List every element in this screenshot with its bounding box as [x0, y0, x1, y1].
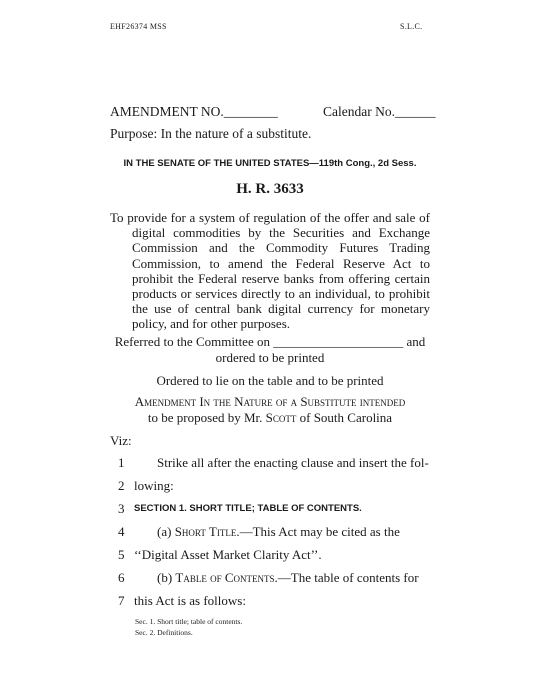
ains-line-1: Amendment In the Nature of a Substitute intended — [134, 394, 406, 409]
document-id: EHF26374 MSS — [110, 22, 167, 31]
section-heading: SECTION 1. SHORT TITLE; TABLE OF CONTENTS. — [134, 503, 362, 514]
line-text: Strike all after the enacting clause and insert the fol- — [157, 455, 429, 470]
ains-line-2: to be proposed by Mr. Scott of South Carolina — [147, 409, 393, 425]
referred-block — [0, 334, 540, 365]
amendment-nature-block — [0, 394, 540, 425]
toc-entry: Sec. 1. Short title; table of contents. — [135, 617, 243, 626]
line-number: 2 — [118, 478, 125, 493]
ordered-to-lie: Ordered to lie on the table and to be printed — [156, 373, 384, 388]
line-number: 7 — [118, 593, 125, 608]
bill-title: To provide for a system of regulation of the offer and sale of digital commodities by the Securities and Exchange Commission and the Commodity Futures Trading Commission, to amend the Federal Reserve Act to prohibit the Federal reserve banks from offering certain products or services directly to an individual, to prohibit the use of central bank digital currency for monetary policy, and for other purposes. — [110, 210, 430, 332]
line-text: lowing: — [134, 478, 174, 493]
line-number: 5 — [118, 547, 125, 562]
line-text: this Act is as follows: — [134, 593, 246, 608]
line-number: 6 — [118, 570, 125, 585]
referred-line-1: Referred to the Committee on ____________________ and — [114, 334, 426, 349]
toc-entry: Sec. 2. Definitions. — [135, 628, 193, 637]
line-text: (a) Short Title.—This Act may be cited as the — [157, 524, 400, 539]
line-text: ‘‘Digital Asset Market Clarity Act’’. — [134, 547, 322, 562]
line-number: 4 — [118, 524, 125, 539]
slc-mark: S.L.C. — [400, 22, 423, 31]
bill-number: H. R. 3633 — [236, 181, 304, 197]
amendment-number: AMENDMENT NO.________ — [110, 104, 278, 119]
line-text: (b) Table of Contents.—The table of contents for — [157, 570, 419, 585]
senate-heading: IN THE SENATE OF THE UNITED STATES—119th Cong., 2d Sess. — [123, 158, 417, 169]
referred-line-2: ordered to be printed — [215, 349, 325, 365]
bill-title-block — [110, 210, 430, 332]
purpose-line: Purpose: In the nature of a substitute. — [110, 126, 312, 141]
line-number: 3 — [118, 501, 125, 516]
line-number: 1 — [118, 455, 125, 470]
calendar-number: Calendar No.______ — [323, 104, 436, 119]
viz-label: Viz: — [110, 433, 132, 448]
